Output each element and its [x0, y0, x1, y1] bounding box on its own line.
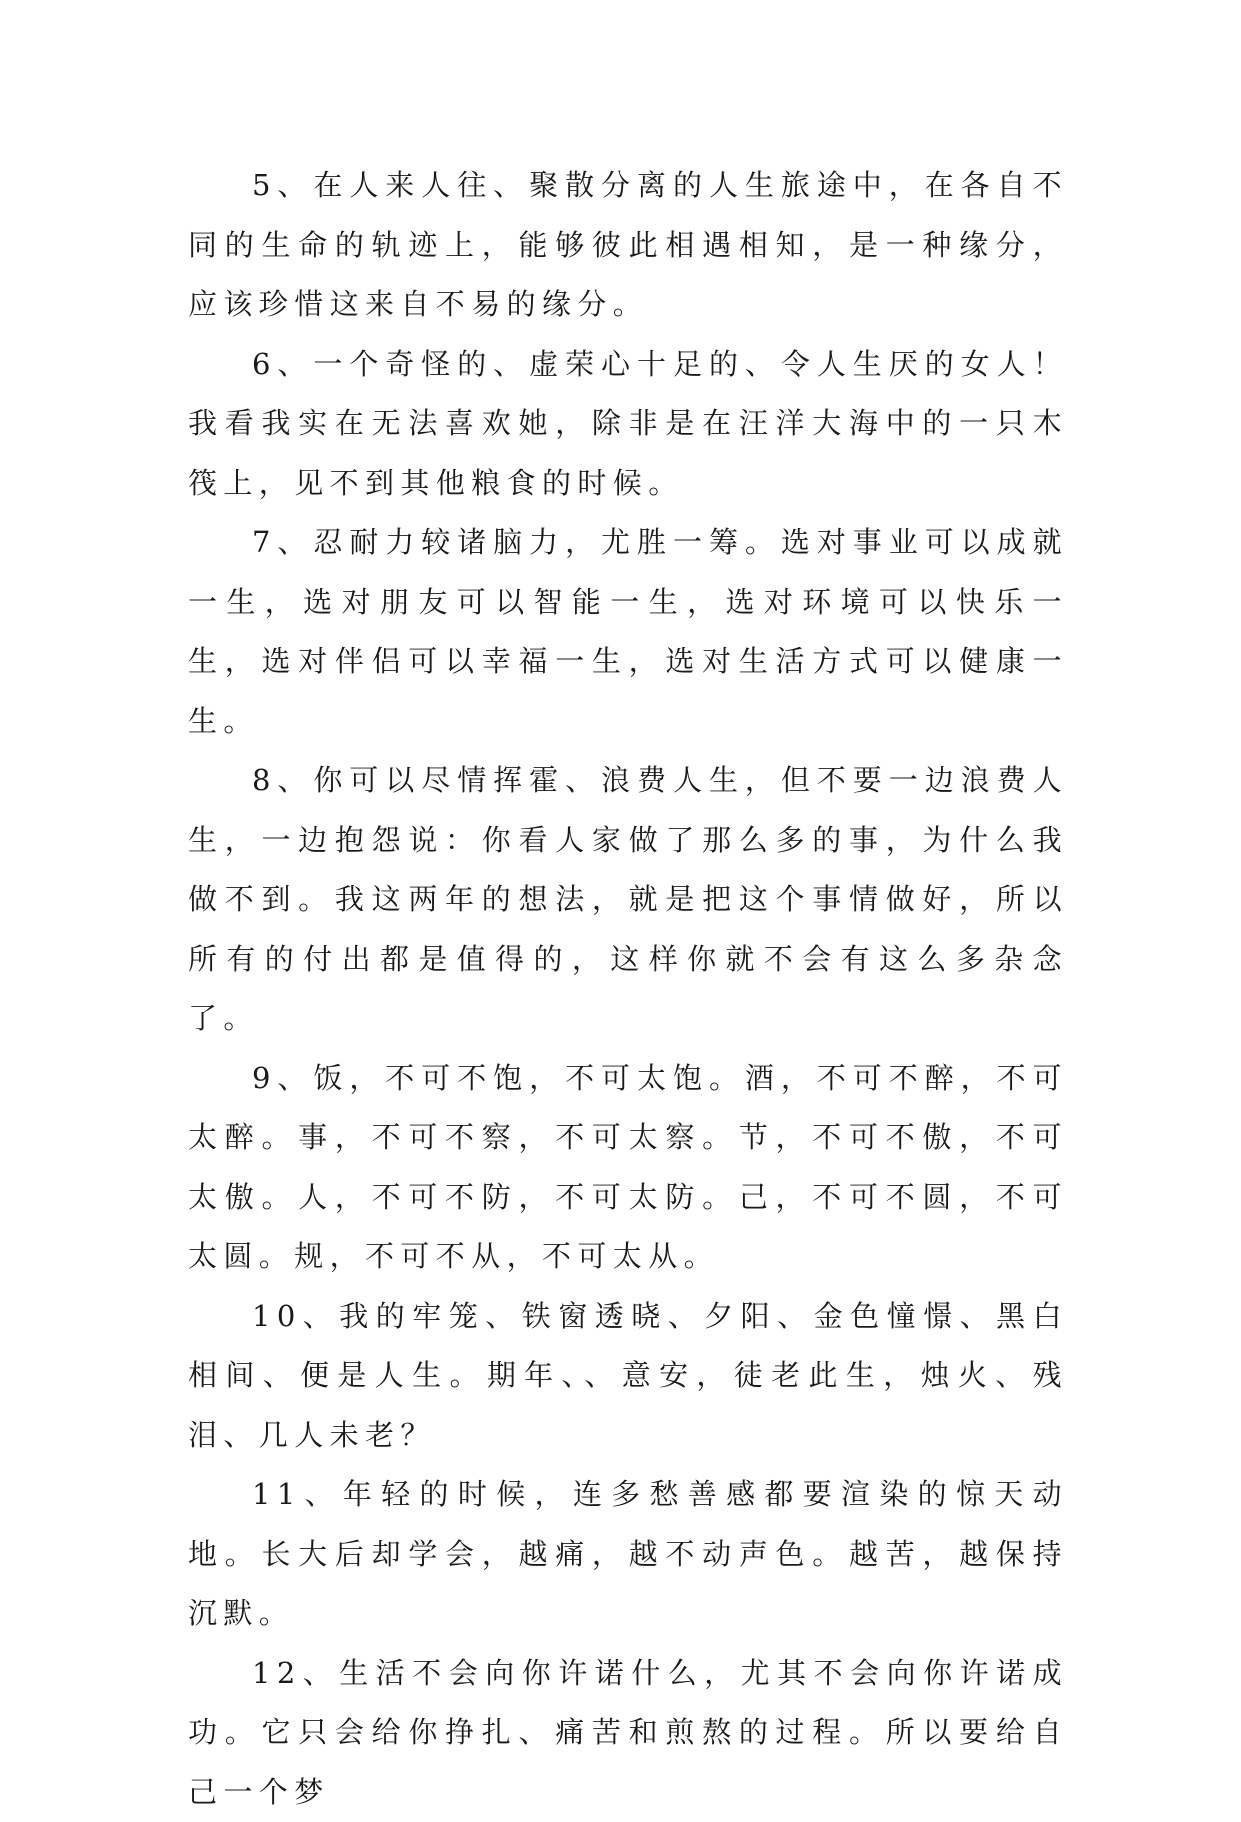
paragraph-8: 8、你可以尽情挥霍、浪费人生，但不要一边浪费人生，一边抱怨说：你看人家做了那么多的事，为什么我做不到。我这两年的想法，就是把这个事情做好，所以所有的付出都是值得的，这样你就不会有这么多杂念了。 — [188, 751, 1068, 1049]
paragraph-10: 10、我的牢笼、铁窗透晓、夕阳、金色憧憬、黑白相间、便是人生。期年、、意安，徒老此生，烛火、残泪、几人未老？ — [188, 1287, 1068, 1466]
document-body — [188, 156, 1068, 1822]
paragraph-6: 6、一个奇怪的、虚荣心十足的、令人生厌的女人！我看我实在无法喜欢她，除非是在汪洋大海中的一只木筏上，见不到其他粮食的时候。 — [188, 335, 1068, 514]
paragraph-7: 7、忍耐力较诸脑力，尤胜一筹。选对事业可以成就一生，选对朋友可以智能一生，选对环境可以快乐一生，选对伴侣可以幸福一生，选对生活方式可以健康一生。 — [188, 513, 1068, 751]
paragraph-11: 11、年轻的时候，连多愁善感都要渲染的惊天动地。长大后却学会，越痛，越不动声色。越苦，越保持沉默。 — [188, 1465, 1068, 1644]
paragraph-9: 9、饭，不可不饱，不可太饱。酒，不可不醉，不可太醉。事，不可不察，不可太察。节，不可不傲，不可太傲。人，不可不防，不可太防。己，不可不圆，不可太圆。规，不可不从，不可太从。 — [188, 1049, 1068, 1287]
paragraph-12: 12、生活不会向你许诺什么，尤其不会向你许诺成功。它只会给你挣扎、痛苦和煎熬的过程。所以要给自己一个梦 — [188, 1644, 1068, 1822]
paragraph-5: 5、在人来人往、聚散分离的人生旅途中，在各自不同的生命的轨迹上，能够彼此相遇相知，是一种缘分，应该珍惜这来自不易的缘分。 — [188, 156, 1068, 335]
